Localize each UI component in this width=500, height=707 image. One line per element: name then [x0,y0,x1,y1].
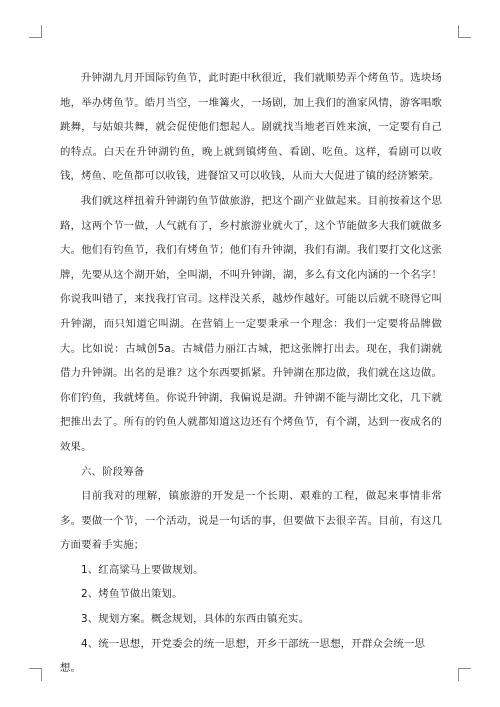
paragraph-tourism-strategy: 我们就这样扭着升钟湖钓鱼节做旅游，把这个副产业做起来。目前按着这个思路，这两个节一做，人气就有了，乡村旅游业就火了，这个节能做多大我们就做多大。他们有钓鱼节，我们有烤鱼节；他们有升钟湖，我们有湖。我们要打文化这张牌，先要从这个湖开始，全叫湖，不叫升钟湖，湖，多么有文化内涵的一个名字！你说我叫错了，来找我打官司。这样没关系，越炒作越好。可能以后就不晓得它叫升钟湖，而只知道它叫湖。在营销上一定要秉承一个理念：我们一定要将品牌做大。比如说：古城创5a。古城借力丽江古城，把这张牌打出去。现在，我们湖就借力升钟湖。出名的是谁？这个东西要抓紧。升钟湖在那边做，我们就在这边做。你们钓鱼，我就烤鱼。你说升钟湖，我偏说是湖。升钟湖不能与湖比文化，几下就把推出去了。所有的钓鱼人就都知道这边还有个烤鱼节，有个湖，达到一夜成名的效果。 [60,194,442,453]
list-item: 4、统一思想，开党委会的统一思想，开乡干部统一思想，开群众会统一思想。 [60,637,426,675]
crop-mark-bottom-right [458,668,471,681]
crop-mark-top-right [458,25,471,38]
crop-mark-top-left [29,25,42,38]
section-heading-preparation: 六、阶段筹备 [81,465,145,478]
list-item: 1、红高粱马上要做规划。 [81,563,204,576]
paragraph-fish-festival: 升钟湖九月开国际钓鱼节，此时距中秋很近，我们就顺势弄个烤鱼节。选块场地，举办烤鱼节。皓月当空，一堆篝火，一场剧，加上我们的渔家风情，游客唱歌跳舞，与姑娘共舞，就会促使他们想起人。剧就找当地老百姓来演，一定要有自己的特点。白天在升钟湖钓鱼，晚上就到镇烤鱼、看剧、吃鱼。这样，看剧可以收钱，烤鱼、吃鱼都可以收钱，进餐馆又可以收钱，从而大大促进了镇的经济繁荣。 [60,72,442,183]
crop-mark-bottom-left [29,668,42,681]
document-body [60,66,442,681]
list-item: 3、规划方案。概念规划，具体的东西由镇充实。 [81,613,310,626]
paragraph-preparation-intro: 目前我对的理解，镇旅游的开发是一个长期、艰难的工程，做起来事情非常多。要做一个节，一个活动，说是一句话的事，但要做下去很辛苦。目前，有这几方面要着手实施； [60,490,442,552]
list-item: 2、烤鱼节做出策划。 [81,588,183,601]
